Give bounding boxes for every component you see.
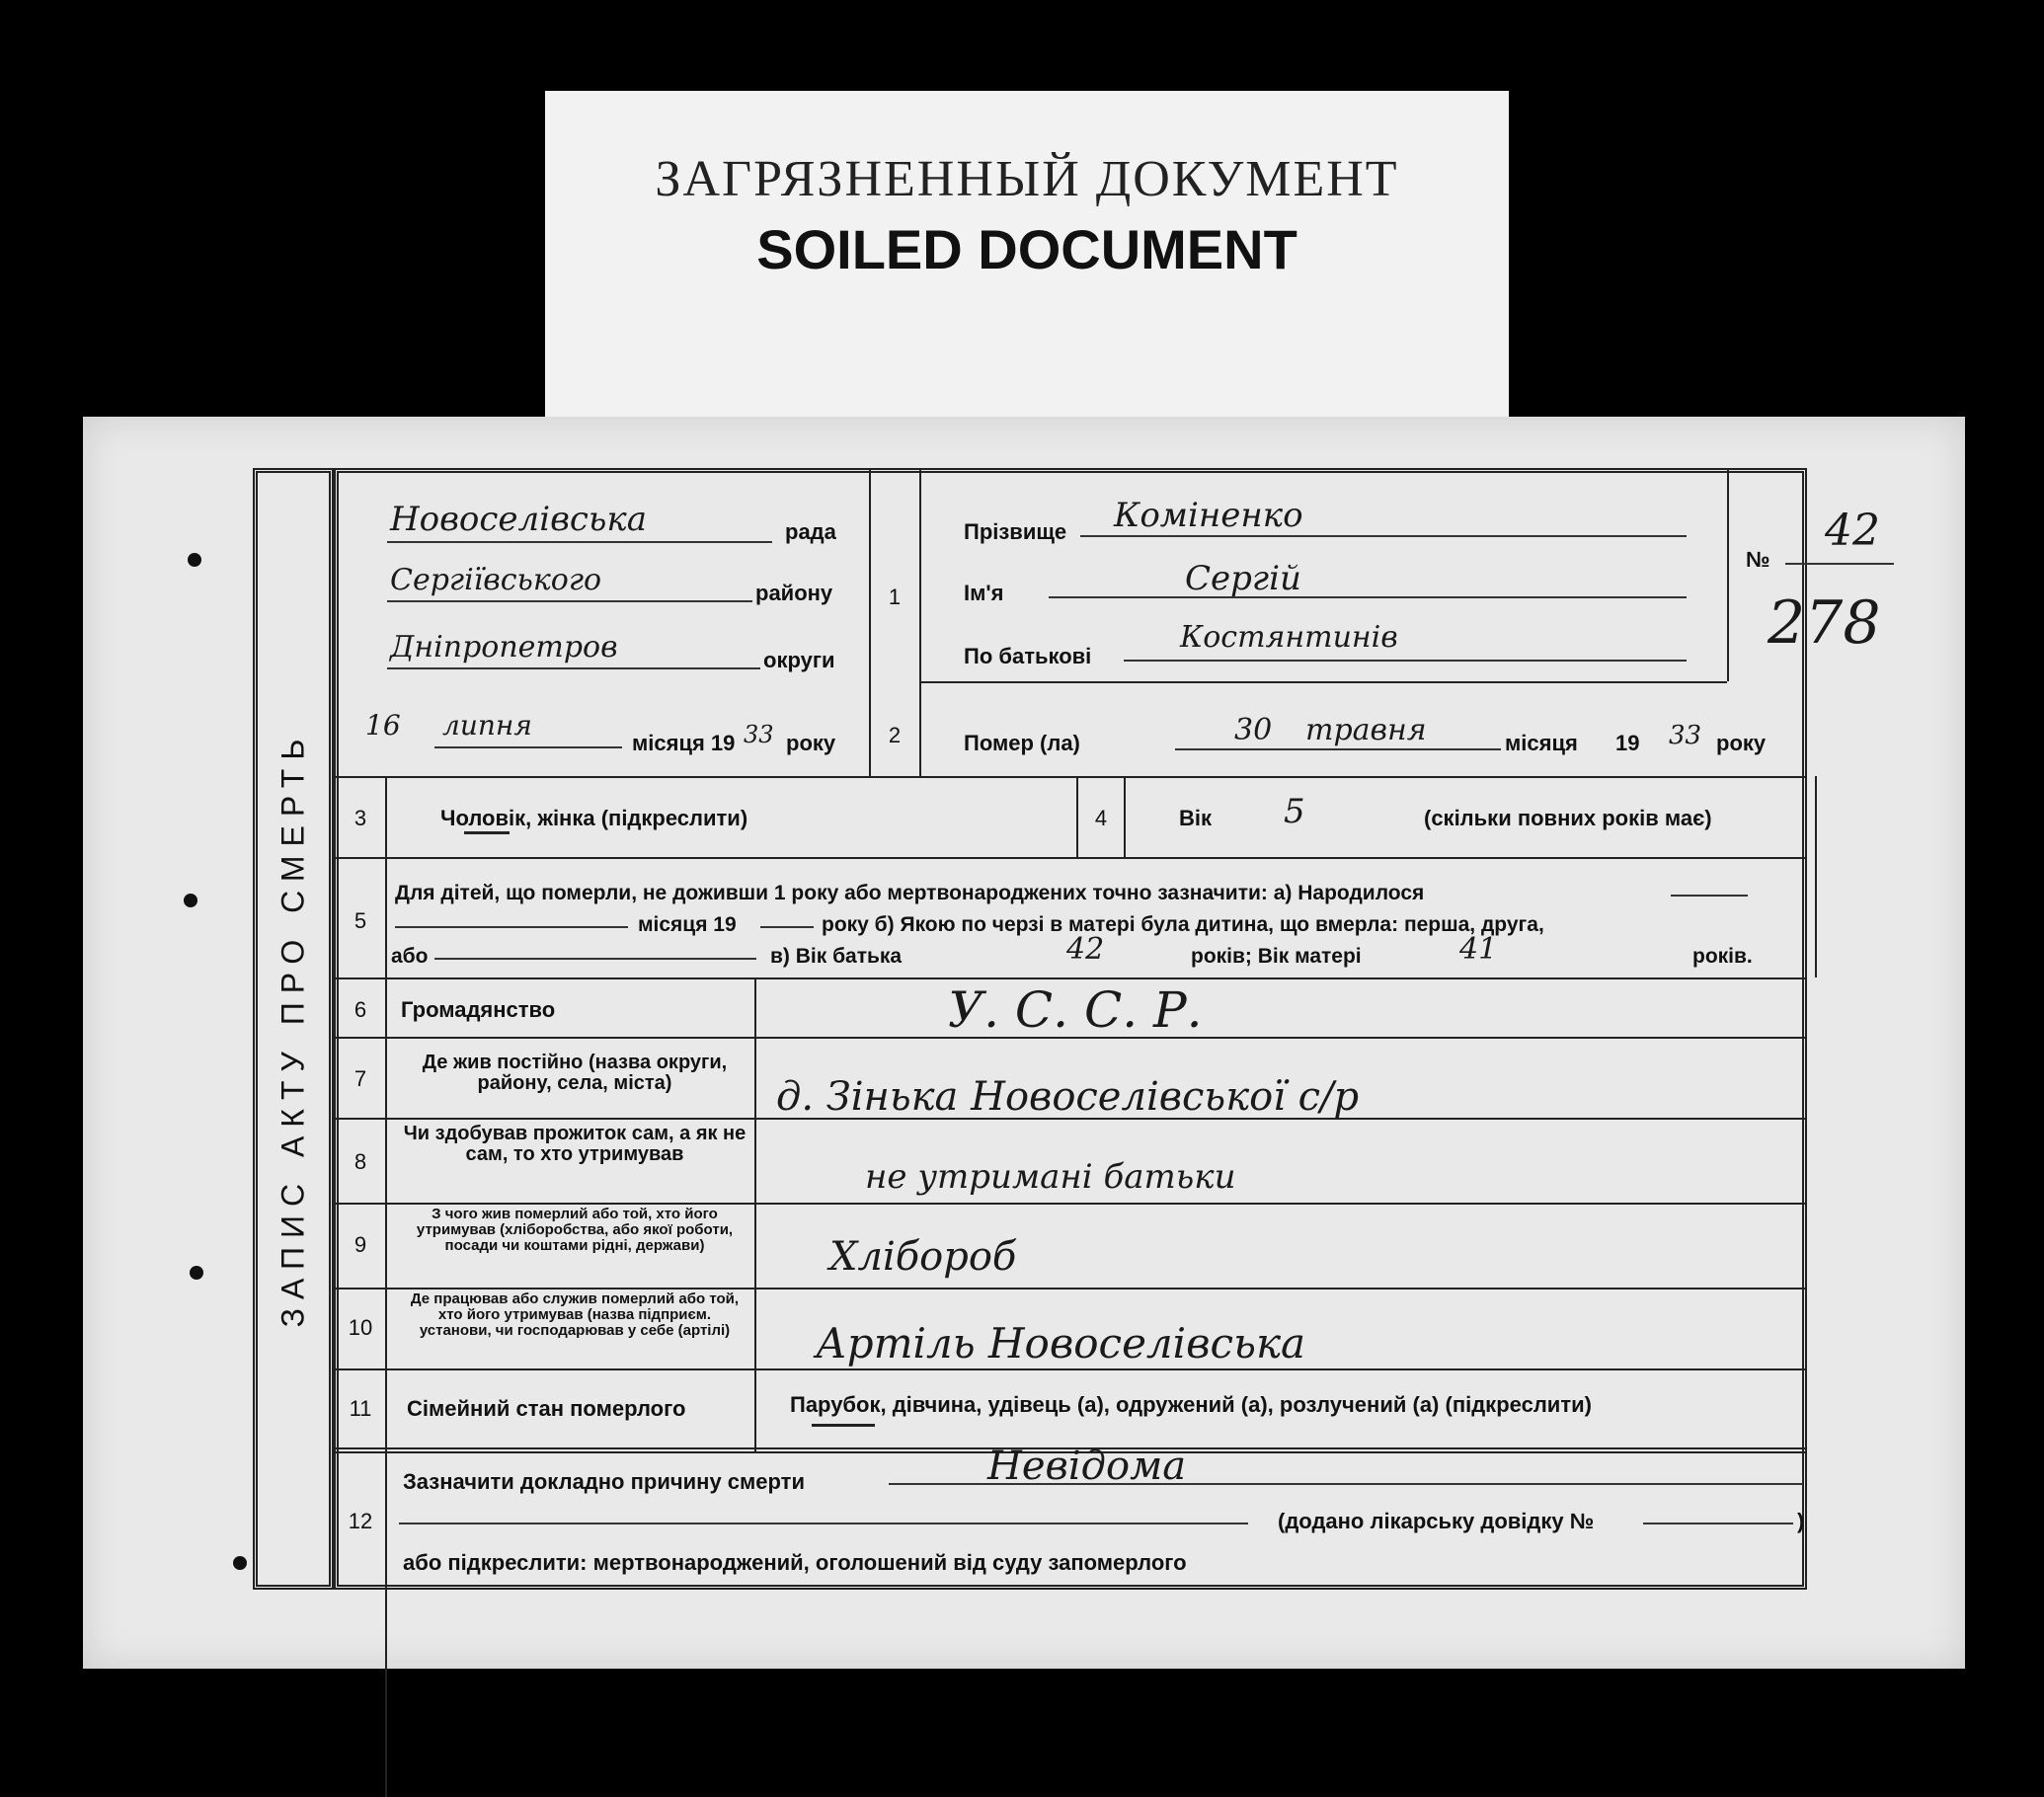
died-year-prefix: 19 bbox=[1615, 731, 1640, 755]
underline bbox=[760, 926, 814, 928]
raion-value: Сергіївського bbox=[390, 563, 602, 597]
row-number: 12 bbox=[348, 1509, 373, 1533]
mother-age: 41 bbox=[1459, 932, 1498, 967]
marital-label: Сімейний стан померлого bbox=[407, 1396, 686, 1421]
row-number: 2 bbox=[888, 723, 902, 747]
divider bbox=[336, 776, 1805, 778]
underline bbox=[434, 958, 756, 960]
died-month: травня bbox=[1305, 713, 1427, 747]
died-year-label: року bbox=[1716, 731, 1767, 755]
row-number: 4 bbox=[1094, 806, 1108, 830]
reg-year: 33 bbox=[744, 721, 774, 748]
patronymic-label: По батькові bbox=[964, 644, 1092, 668]
child-note-line2: місяця 19 bbox=[638, 913, 737, 936]
reg-month-label: місяця 19 bbox=[632, 731, 736, 755]
divider bbox=[336, 1368, 1805, 1370]
residence-value: д. Зінька Новоселівської с/р bbox=[776, 1074, 1360, 1120]
record-no-extra: 278 bbox=[1768, 588, 1881, 658]
divider bbox=[919, 470, 921, 776]
record-no-label: № bbox=[1746, 547, 1770, 572]
number-column-divider bbox=[385, 776, 387, 1797]
punch-hole bbox=[188, 553, 201, 567]
underline bbox=[399, 1523, 1248, 1524]
underline bbox=[1643, 1523, 1793, 1524]
name-label: Ім'я bbox=[964, 581, 1004, 605]
child-note-line3b: в) Вік батька bbox=[770, 945, 903, 968]
workplace-value: Артіль Новоселівська bbox=[816, 1319, 1306, 1367]
row-number: 10 bbox=[348, 1315, 373, 1340]
divider bbox=[336, 1203, 1805, 1205]
row-number: 11 bbox=[349, 1396, 372, 1421]
row-number: 8 bbox=[354, 1149, 367, 1174]
patronymic-value: Костянтинів bbox=[1180, 620, 1398, 655]
divider bbox=[1815, 776, 1817, 977]
underline bbox=[1124, 660, 1687, 662]
rada-label: рада bbox=[785, 519, 836, 544]
citizenship-value: У. С. С. Р. bbox=[948, 981, 1203, 1039]
divider bbox=[1727, 470, 1729, 681]
underline bbox=[889, 1483, 1803, 1485]
punch-hole bbox=[233, 1556, 247, 1570]
soiled-document-label bbox=[545, 91, 1509, 417]
age-note: (скільки повних років має) bbox=[1424, 806, 1712, 830]
raion-label: району bbox=[755, 581, 833, 605]
cause-label: Зазначити докладно причину смерти bbox=[403, 1469, 805, 1494]
died-label: Помер (ла) bbox=[964, 731, 1080, 755]
died-month-label: місяця bbox=[1505, 731, 1578, 755]
age-value: 5 bbox=[1284, 792, 1305, 831]
underline bbox=[387, 667, 760, 669]
okruga-value: Дніпропетров bbox=[390, 630, 618, 664]
workplace-label: Де працював або служив померлий або той, хто його утримував (назва підприєм. установи, чи господарював у себе (артілі) bbox=[410, 1290, 740, 1339]
divider bbox=[919, 681, 1727, 683]
died-day: 30 bbox=[1234, 713, 1273, 747]
stillborn-note: або підкреслити: мертвонароджений, оголошений від суду запомерлого bbox=[403, 1550, 1187, 1575]
label-russian: ЗАГРЯЗНЕННЫЙ ДОКУМЕНТ bbox=[655, 151, 1399, 207]
label-column-divider bbox=[754, 977, 756, 1451]
livelihood-value: не утримані батьки bbox=[865, 1157, 1236, 1197]
sex-label: Чоловік, жінка (підкреслити) bbox=[440, 806, 748, 830]
underline bbox=[1080, 535, 1687, 537]
row-number: 7 bbox=[354, 1066, 367, 1091]
okruga-label: округи bbox=[763, 648, 835, 672]
row-number: 5 bbox=[354, 908, 367, 933]
died-year: 33 bbox=[1669, 721, 1702, 750]
underline bbox=[434, 746, 622, 748]
underline bbox=[387, 541, 772, 543]
attached-note-close: ) bbox=[1797, 1509, 1805, 1533]
occupation-label: З чого жив померлий або той, хто його утримував (хліборобства, або якої роботи, посади чи коштами рідні, держави) bbox=[416, 1206, 734, 1254]
marital-underline-mark bbox=[812, 1424, 875, 1427]
father-age: 42 bbox=[1066, 932, 1105, 967]
divider bbox=[1124, 776, 1126, 857]
record-no-value: 42 bbox=[1825, 506, 1880, 556]
name-value: Сергій bbox=[1185, 559, 1301, 598]
age-label: Вік bbox=[1179, 806, 1213, 830]
punch-hole bbox=[190, 1266, 203, 1280]
child-note-line2b: року б) Якою по черзі в матері була дитина, що вмерла: перша, друга, bbox=[822, 913, 1544, 936]
child-note-line1: Для дітей, що померли, не доживши 1 року або мертвонароджених точно зазначити: а) Народилося bbox=[395, 882, 1425, 904]
underline bbox=[387, 600, 752, 602]
child-note-line3d: років. bbox=[1692, 945, 1753, 968]
underline bbox=[1785, 563, 1894, 565]
label-english: SOILED DOCUMENT bbox=[756, 218, 1297, 280]
row-number: 3 bbox=[354, 806, 367, 830]
underline bbox=[1049, 596, 1687, 598]
sex-underline-mark bbox=[464, 831, 510, 834]
divider bbox=[336, 1288, 1805, 1289]
punch-hole bbox=[184, 894, 197, 907]
divider bbox=[336, 857, 1805, 859]
row-number: 6 bbox=[354, 997, 367, 1022]
child-note-line3c: років; Вік матері bbox=[1191, 945, 1362, 968]
row-number: 9 bbox=[354, 1232, 367, 1257]
cause-value: Невідома bbox=[987, 1444, 1187, 1489]
rada-value: Новоселівська bbox=[390, 500, 647, 539]
underline bbox=[1671, 895, 1748, 897]
residence-label: Де жив постійно (назва округи, району, села, міста) bbox=[422, 1052, 728, 1094]
underline bbox=[1175, 748, 1501, 750]
underline bbox=[395, 926, 628, 928]
citizenship-label: Громадянство bbox=[401, 997, 556, 1022]
divider bbox=[336, 977, 1805, 979]
reg-month: липня bbox=[442, 709, 532, 742]
attached-note: (додано лікарську довідку № bbox=[1278, 1509, 1595, 1533]
surname-value: Коміненко bbox=[1114, 496, 1303, 535]
side-title: ЗАПИС АКТУ ПРО СМЕРТЬ bbox=[275, 730, 311, 1328]
child-note-line3a: або bbox=[391, 945, 429, 968]
row-number: 1 bbox=[888, 585, 902, 609]
occupation-value: Хлібороб bbox=[829, 1234, 1017, 1280]
marital-options: Парубок, дівчина, удівець (а), одружений (а), розлучений (а) (підкреслити) bbox=[790, 1392, 1592, 1417]
reg-day: 16 bbox=[365, 709, 401, 742]
livelihood-label: Чи здобував прожиток сам, а як не сам, то хто утримував bbox=[403, 1123, 747, 1165]
surname-label: Прізвище bbox=[964, 519, 1067, 544]
reg-year-label: року bbox=[786, 731, 836, 755]
